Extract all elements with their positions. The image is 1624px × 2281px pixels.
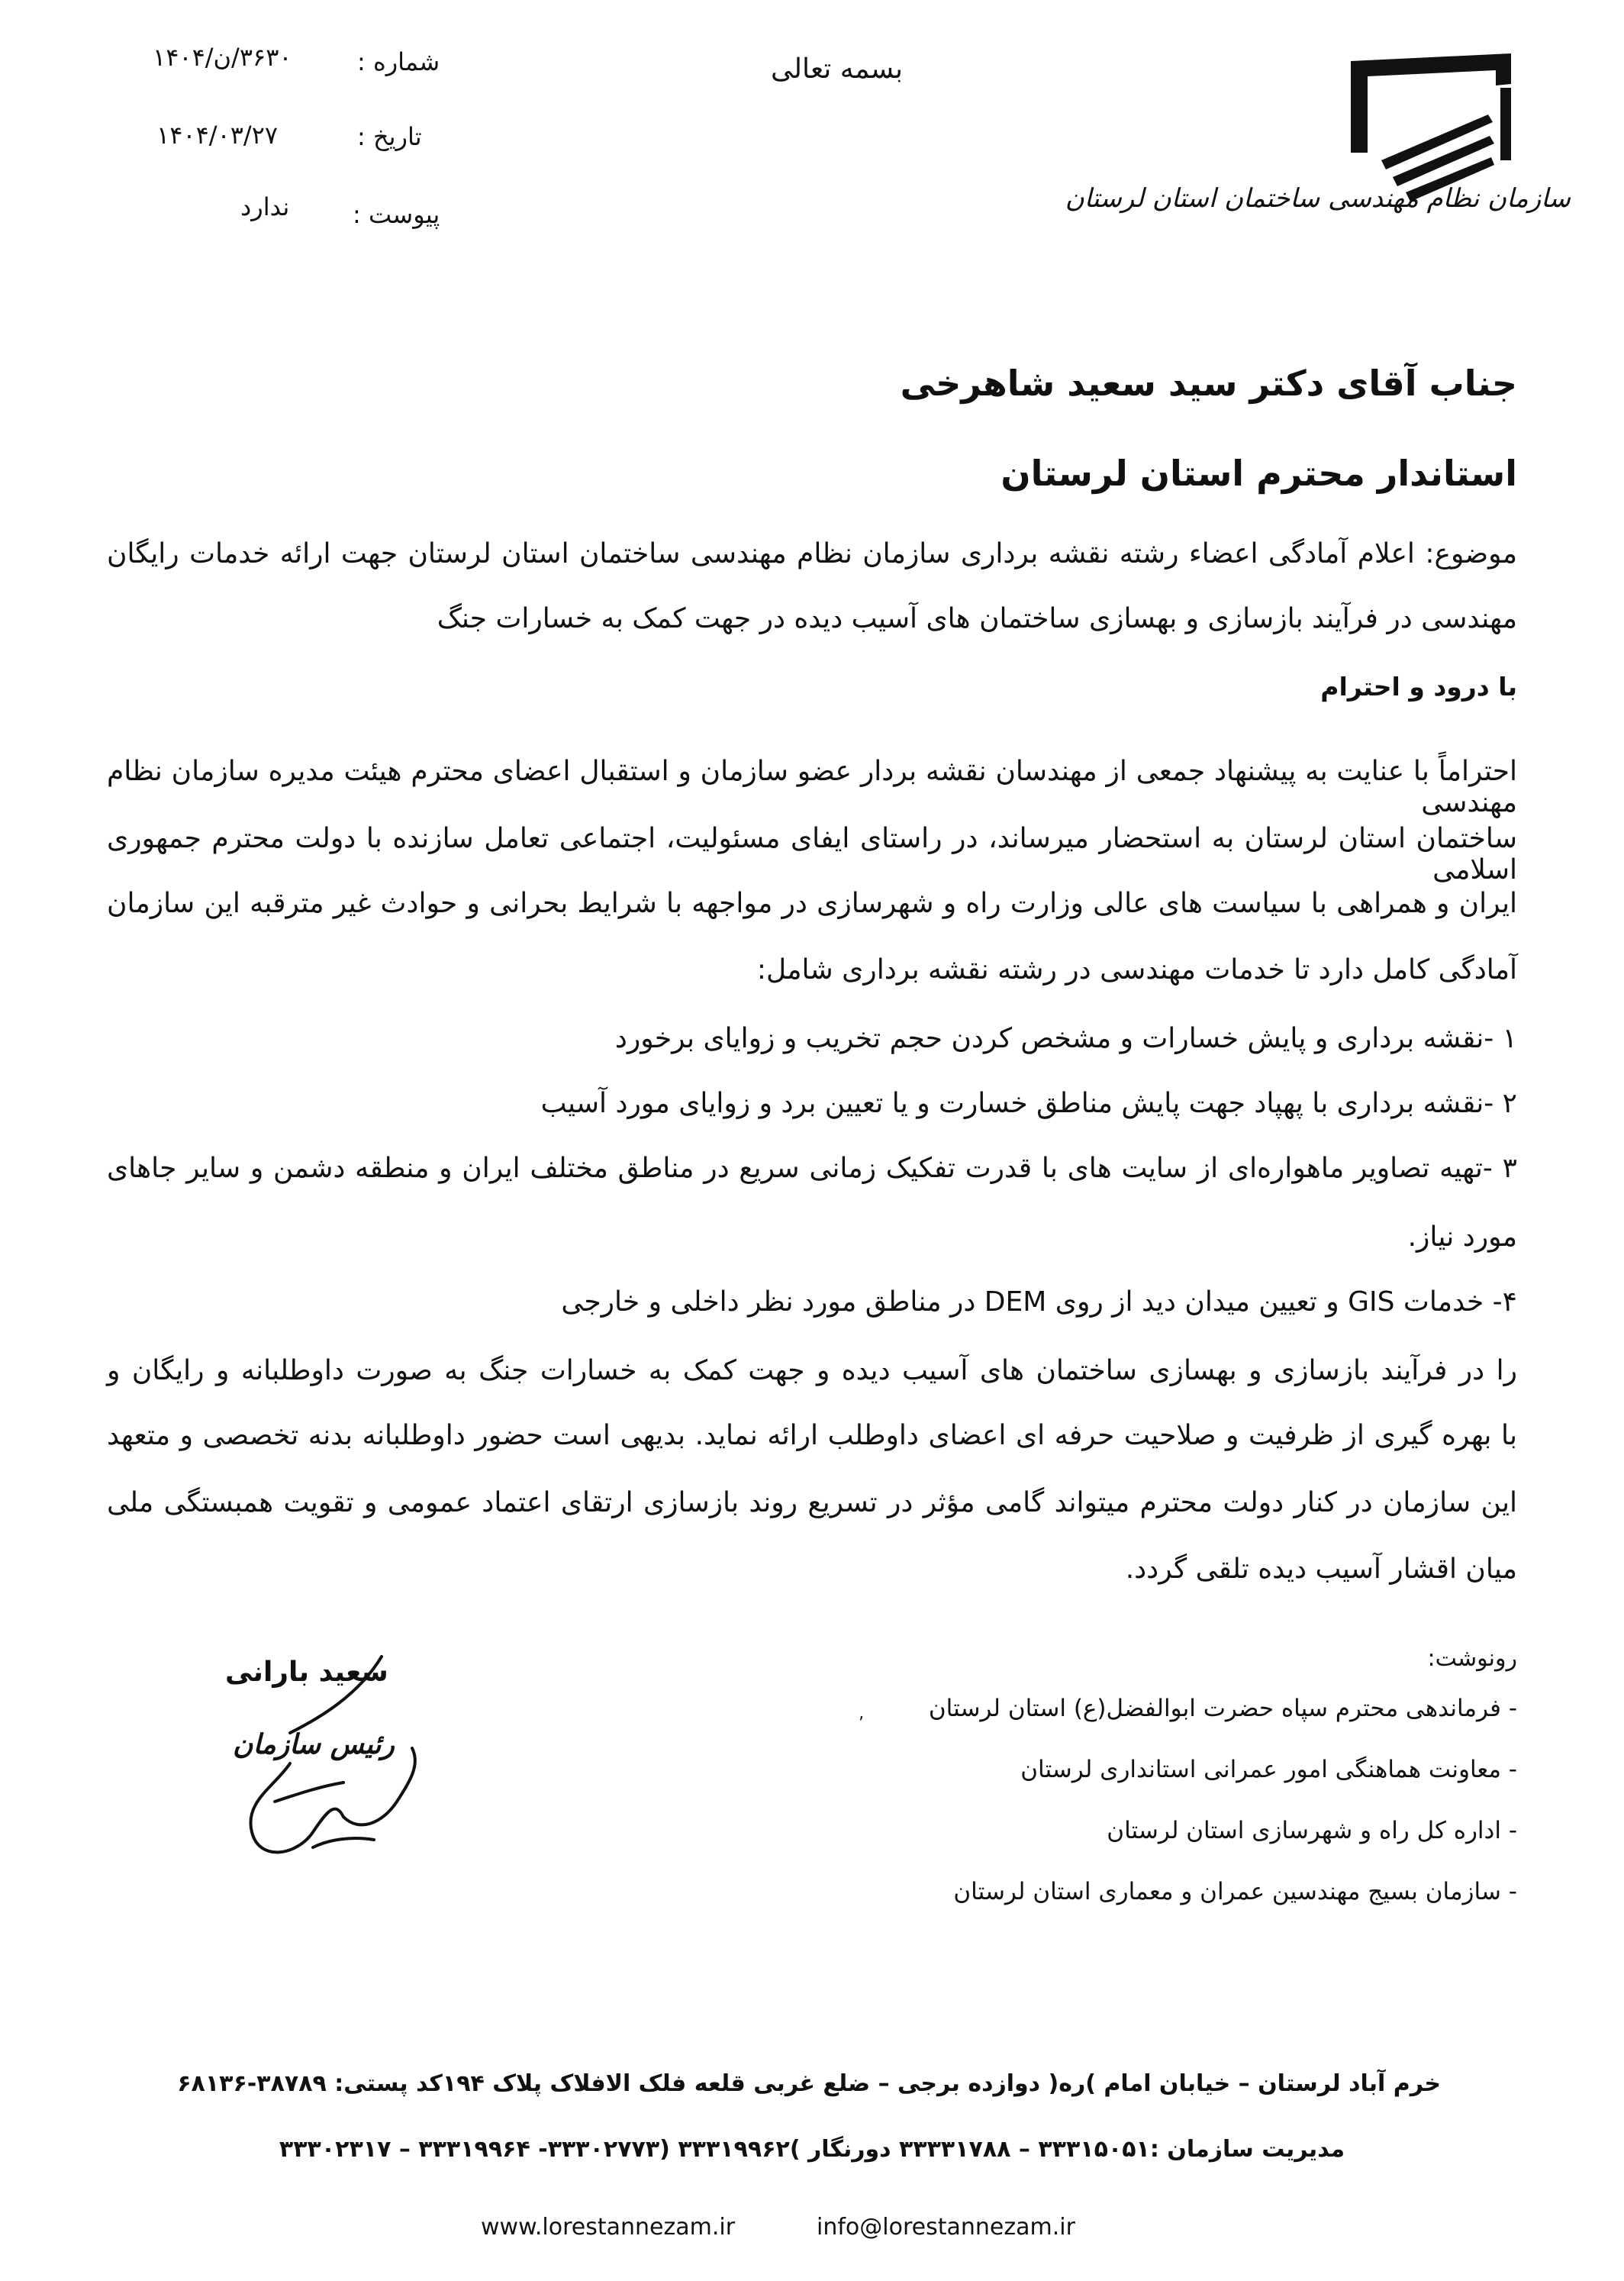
recipient-title: استاندار محترم استان لرستان — [1000, 453, 1517, 494]
paragraph-1-line-2: ساختمان استان لرستان به استحضار میرساند، در راستای ایفای مسئولیت، اجتماعی تعامل سازنده با دولت محترم جمهوری اسلامی — [107, 823, 1517, 886]
footer-address: خرم آباد لرستان – خیابان امام )ره( دوازده برجی – ضلع غربی قلعه فلک الافلاک پلاک ۱۹۴کد پستی: ۳۸۷۸۹-۶۸۱۳۶ — [177, 2070, 1441, 2097]
paragraph-1-line-4: آمادگی کامل دارد تا خدمات مهندسی در رشته نقشه برداری شامل: — [756, 954, 1517, 986]
footer-phones: مدیریت سازمان :۳۳۳۱۵۰۵۱ – ۳۳۳۳۱۷۸۸ دورنگار )۳۳۳۱۹۹۶۲ (۳۳۳۰۲۷۷۳- ۳۳۳۱۹۹۶۴ – ۳۳۳۰۲۳۱۷ — [279, 2136, 1345, 2163]
copy-recipient: - اداره کل راه و شهرسازی استان لرستان — [1107, 1817, 1517, 1844]
number-label: شماره : — [357, 47, 440, 76]
signer-title: رئیس سازمان — [233, 1729, 395, 1760]
list-item: ۱ -نقشه برداری و پایش خسارات و مشخص کردن حجم تخریب و زوایای برخورد — [614, 1023, 1517, 1054]
recipient-name: جناب آقای دکتر سید سعید شاهرخی — [900, 363, 1517, 404]
greeting: با درود و احترام — [1320, 672, 1517, 702]
list-item: ۲ -نقشه برداری با پهپاد جهت پایش مناطق خسارت و یا تعیین برد و زوایای مورد آسیب — [540, 1088, 1517, 1119]
stray-mark: ‚ — [859, 1704, 864, 1723]
paragraph-2-line-3: این سازمان در کنار دولت محترم میتواند گامی مؤثر در تسریع روند بازسازی ارتقای اعتماد عمومی و تقویت همبستگی ملی — [107, 1487, 1517, 1518]
paragraph-2-line-2: با بهره گیری از ظرفیت و صلاحیت حرفه ای اعضای داوطلب ارائه نماید. بدیهی است حضور داوطلبانه بدنه تخصصی و متعهد — [107, 1420, 1517, 1451]
date-value: ۱۴۰۴/۰۳/۲۷ — [156, 121, 279, 150]
list-item-continuation: مورد نیاز. — [1407, 1221, 1517, 1253]
footer-email[interactable]: info@lorestannezam.ir — [817, 2214, 1075, 2241]
date-label: تاریخ : — [357, 122, 422, 151]
subject-line-2: مهندسی در فرآیند بازسازی و بهسازی ساختمان های آسیب دیده در جهت کمک به خسارات جنگ — [437, 603, 1517, 634]
paragraph-1-line-3: ایران و همراهی با سیاست های عالی وزارت راه و شهرسازی در مواجهه با شرایط بحرانی و حوادث غیر مترقبه این سازمان — [107, 888, 1517, 919]
paragraph-2-line-1: را در فرآیند بازسازی و بهسازی ساختمان های آسیب دیده و جهت کمک به خسارات جنگ به صورت داوطلبانه و رایگان و — [107, 1355, 1517, 1386]
number-value: ۳۶۳۰/ن/۱۴۰۴ — [153, 43, 292, 72]
paragraph-2-line-4: میان اقشار آسیب دیده تلقی گردد. — [1125, 1553, 1517, 1585]
signer-name: سعید بارانی — [225, 1657, 388, 1688]
paragraph-1-line-1: احتراماً با عنایت به پیشنهاد جمعی از مهندسان نقشه بردار عضو سازمان و استقبال اعضای محترم هیئت مدیره سازمان نظام مهندسی — [107, 756, 1517, 818]
attachment-label: پیوست : — [353, 200, 440, 229]
list-item: ۴- خدمات GIS و تعیین میدان دید از روی DEM در مناطق مورد نظر داخلی و خارجی — [561, 1286, 1517, 1318]
subject-line-1: موضوع: اعلام آمادگی اعضاء رشته نقشه برداری سازمان نظام مهندسی ساختمان استان لرستان جهت ارائه خدمات رایگان — [107, 538, 1517, 569]
copy-recipient: - سازمان بسیج مهندسین عمران و معماری استان لرستان — [953, 1878, 1517, 1905]
footer-website[interactable]: www.lorestannezam.ir — [481, 2214, 736, 2241]
copy-recipient: - فرماندهی محترم سپاه حضرت ابوالفضل(ع) استان لرستان — [928, 1695, 1517, 1722]
list-item: ۳ -تهیه تصاویر ماهواره‌ای از سایت های با قدرت تفکیک زمانی سریع در مناطق مختلف ایران و منطقه دشمن و سایر جاهای — [107, 1153, 1517, 1184]
copies-title: رونوشت: — [1427, 1645, 1517, 1672]
organization-name: سازمان نظام مهندسی ساختمان استان لرستان — [1065, 183, 1571, 214]
basmala: بسمه تعالی — [771, 53, 904, 85]
copy-recipient: - معاونت هماهنگی امور عمرانی استانداری لرستان — [1020, 1756, 1517, 1783]
attachment-value: ندارد — [240, 192, 290, 221]
